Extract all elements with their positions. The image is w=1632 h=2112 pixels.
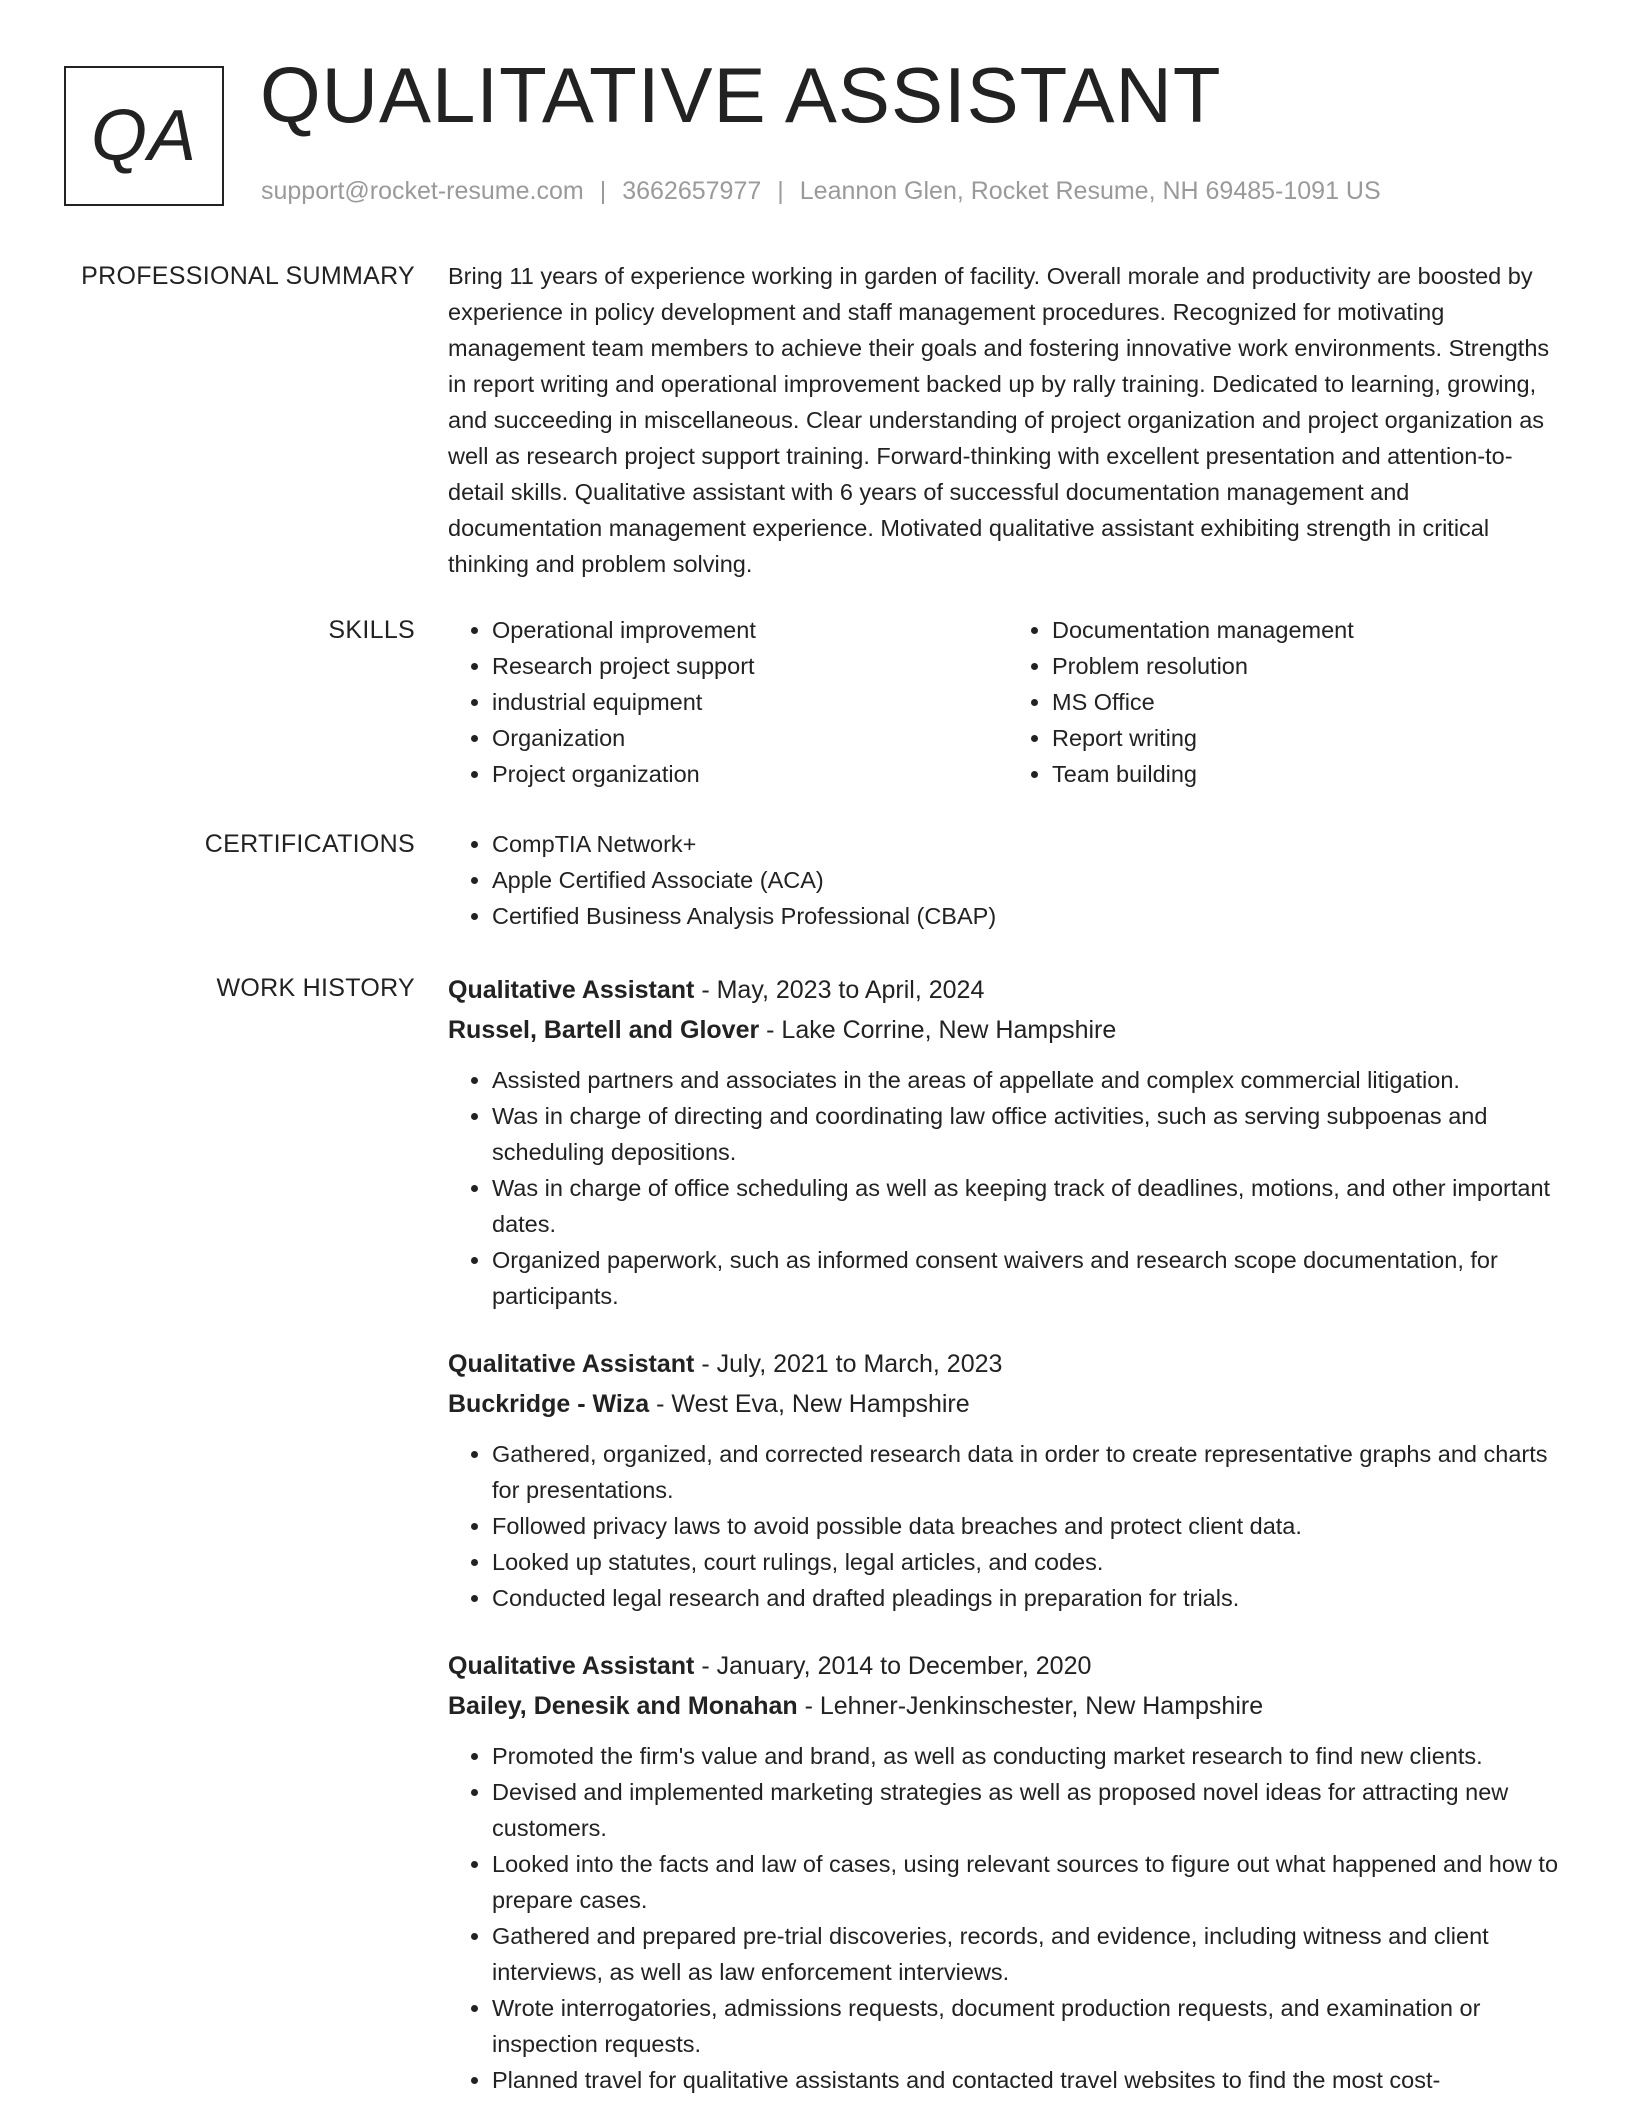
certification-item: • Apple Certified Associate (ACA) (492, 862, 1568, 898)
job-entry (448, 1344, 1568, 1616)
certification-item: • Certified Business Analysis Professional (CBAP) (492, 898, 1568, 934)
summary-text: Bring 11 years of experience working in garden of facility. Overall morale and productivity are boosted by experience in policy development and staff management procedures. Recognized for motivating management team members to achieve their goals and fostering innovative work environments. Strengths in report writing and operational improvement backed up by rally training. Dedicated to learning, growing, and succeeding in miscellaneous. Clear understanding of project organization and project organization as well as research project support training. Forward-thinking with excellent presentation and attention-to-detail skills. Qualitative assistant with 6 years of successful documentation management and documentation management experience. Motivated qualitative assistant exhibiting strength in critical thinking and problem solving. (448, 263, 1550, 577)
skill-item: • Project organization (492, 756, 1008, 792)
certification-item: • CompTIA Network+ (492, 826, 1568, 862)
job-bullet: • Gathered, organized, and corrected research data in order to create representative graphs and charts for presentations. (492, 1436, 1568, 1508)
job-company: Bailey, Denesik and Monahan (448, 1692, 798, 1720)
contact-line (261, 176, 1381, 206)
job-company: Russel, Bartell and Glover (448, 1016, 760, 1044)
monogram-initials: QA (90, 96, 198, 176)
job-company-line (448, 1686, 1568, 1726)
job-title: Qualitative Assistant (448, 1652, 695, 1680)
candidate-name: QUALITATIVE ASSISTANT (260, 51, 1222, 139)
skill-item: • MS Office (1052, 684, 1568, 720)
job-dates: - January, 2014 to December, 2020 (694, 1652, 1092, 1680)
skill-item: • Report writing (1052, 720, 1568, 756)
skill-item: • Research project support (492, 648, 1008, 684)
contact-email[interactable]: support@rocket-resume.com (261, 177, 584, 205)
job-entry (448, 970, 1568, 1314)
contact-phone[interactable]: 3662657977 (622, 177, 762, 205)
skills-list-right (1008, 612, 1568, 792)
job-bullet: • Organized paperwork, such as informed consent waivers and research scope documentation, for participants. (492, 1242, 1568, 1314)
job-bullet: • Devised and implemented marketing strategies as well as proposed novel ideas for attracting new customers. (492, 1774, 1568, 1846)
job-bullets (448, 1738, 1568, 2098)
certifications-list (448, 826, 1568, 934)
job-bullet: • Gathered and prepared pre-trial discoveries, records, and evidence, including witness and client interviews, as well as law enforcement interviews. (492, 1918, 1568, 1990)
job-bullet: • Was in charge of office scheduling as well as keeping track of deadlines, motions, and other important dates. (492, 1170, 1568, 1242)
job-bullet: • Was in charge of directing and coordinating law office activities, such as serving subpoenas and scheduling depositions. (492, 1098, 1568, 1170)
job-title: Qualitative Assistant (448, 976, 695, 1004)
job-bullets (448, 1436, 1568, 1616)
contact-address: Leannon Glen, Rocket Resume, NH 69485-1091 US (799, 177, 1381, 205)
work-history-body (448, 970, 1568, 2098)
job-bullet: • Looked up statutes, court rulings, legal articles, and codes. (492, 1544, 1568, 1580)
job-dates: - July, 2021 to March, 2023 (694, 1350, 1003, 1378)
skill-item: • industrial equipment (492, 684, 1008, 720)
job-bullet: • Promoted the firm's value and brand, as well as conducting market research to find new clients. (492, 1738, 1568, 1774)
certifications-label: CERTIFICATIONS (204, 830, 415, 858)
job-bullet: • Looked into the facts and law of cases, using relevant sources to figure out what happened and how to prepare cases. (492, 1846, 1568, 1918)
job-title-line (448, 1344, 1568, 1384)
skills-body (448, 612, 1568, 792)
skills-grid (448, 612, 1568, 792)
job-company: Buckridge - Wiza (448, 1390, 650, 1418)
job-title: Qualitative Assistant (448, 1350, 695, 1378)
work-history-label: WORK HISTORY (216, 974, 415, 1002)
skill-item: • Organization (492, 720, 1008, 756)
skill-item: • Operational improvement (492, 612, 1008, 648)
skill-item: • Documentation management (1052, 612, 1568, 648)
skills-label: SKILLS (328, 616, 415, 644)
job-location: - Lake Corrine, New Hampshire (759, 1016, 1117, 1044)
monogram-box (64, 66, 224, 206)
job-company-line (448, 1384, 1568, 1424)
contact-separator: | (777, 177, 784, 205)
skill-item: • Team building (1052, 756, 1568, 792)
skills-list-left (448, 612, 1008, 792)
skill-item: • Problem resolution (1052, 648, 1568, 684)
job-company-line (448, 1010, 1568, 1050)
job-bullet: • Wrote interrogatories, admissions requests, document production requests, and examination or inspection requests. (492, 1990, 1568, 2062)
summary-body (448, 258, 1568, 582)
job-location: - Lehner-Jenkinschester, New Hampshire (797, 1692, 1264, 1720)
job-bullet: • Planned travel for qualitative assistants and contacted travel websites to find the most cost- (492, 2062, 1568, 2098)
certifications-body (448, 826, 1568, 934)
job-bullet: • Conducted legal research and drafted pleadings in preparation for trials. (492, 1580, 1568, 1616)
summary-label: PROFESSIONAL SUMMARY (81, 262, 415, 290)
job-entry (448, 1646, 1568, 2098)
job-title-line (448, 970, 1568, 1010)
job-bullet: • Assisted partners and associates in the areas of appellate and complex commercial litigation. (492, 1062, 1568, 1098)
job-location: - West Eva, New Hampshire (649, 1390, 970, 1418)
job-bullets (448, 1062, 1568, 1314)
job-dates: - May, 2023 to April, 2024 (694, 976, 985, 1004)
job-title-line (448, 1646, 1568, 1686)
job-bullet: • Followed privacy laws to avoid possible data breaches and protect client data. (492, 1508, 1568, 1544)
contact-separator: | (599, 177, 607, 205)
